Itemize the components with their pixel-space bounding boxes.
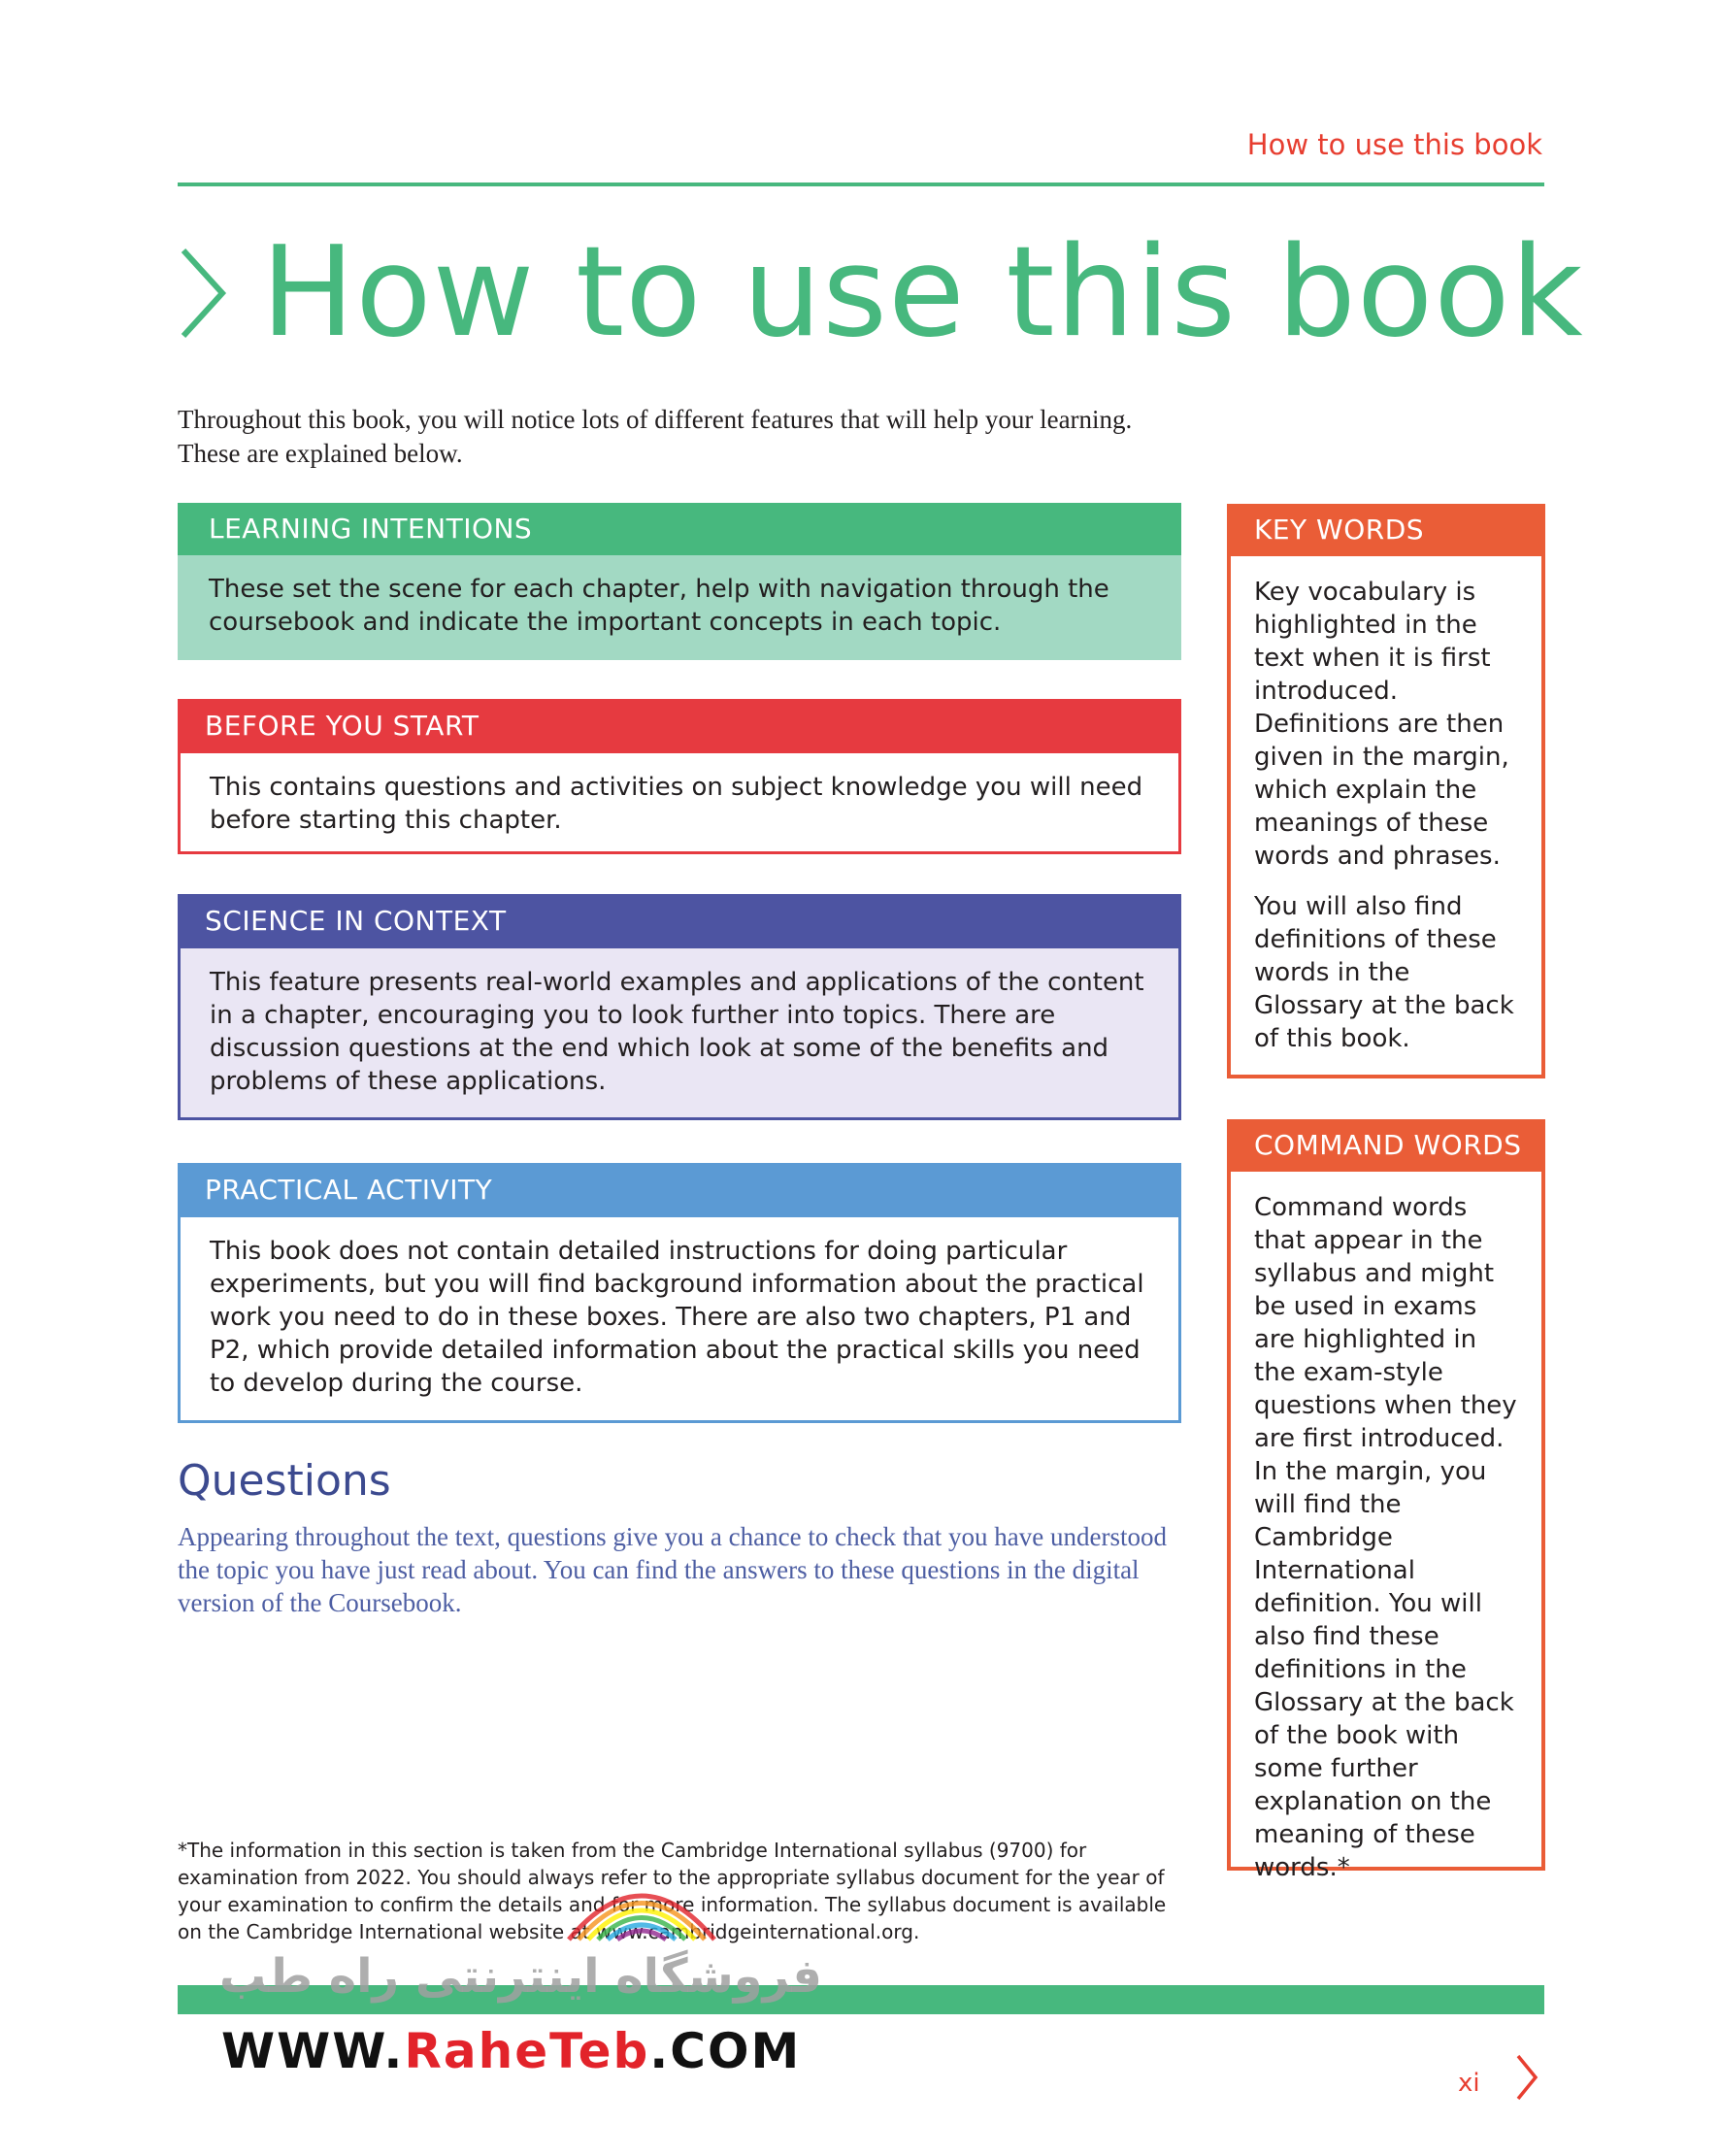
command-words-heading: COMMAND WORDS	[1227, 1119, 1545, 1172]
questions-body: Appearing throughout the text, questions give you a chance to check that you have understood the topic you have just read about. You can find the answers to these questions in the digital version of the Coursebook.	[178, 1522, 1167, 1617]
title-chevron-icon	[178, 245, 228, 342]
title-block	[178, 220, 1584, 365]
running-head: How to use this book	[1246, 128, 1542, 161]
watermark-url	[221, 2023, 801, 2079]
key-words-heading: KEY WORDS	[1227, 504, 1545, 556]
watermark-url-prefix: WWW.	[221, 2023, 405, 2079]
key-words-paragraph-1: Key vocabulary is highlighted in the text when it is first introduced. Definitions are then given in the margin, which explain the meanings of these words and phrases.	[1254, 578, 1509, 871]
watermark-url-suffix: .COM	[649, 2023, 802, 2079]
watermark-url-brand: RaheTeb	[404, 2023, 650, 2079]
rainbow-book-logo-icon	[559, 1862, 724, 1949]
key-words-paragraph-2: You will also find definitions of these words in the Glossary at the back of this book.	[1254, 892, 1514, 1053]
before-you-start-body: This contains questions and activities on subject knowledge you will need before starting this chapter.	[210, 773, 1143, 835]
key-words-body	[1231, 556, 1541, 1055]
before-you-start-box	[178, 699, 1181, 854]
command-words-body: Command words that appear in the syllabus and might be used in exams are highlighted in the exam-style questions when they are first introduced. In the margin, you will find the Cambridge International definition. You will also find these definitions in the Glossary at the back of the book with some further explanation on the meaning of these words.*	[1254, 1193, 1517, 1882]
learning-intentions-box	[178, 503, 1181, 660]
science-in-context-heading: SCIENCE IN CONTEXT	[178, 894, 1181, 948]
page-title: How to use this book	[261, 220, 1584, 365]
science-in-context-body: This feature presents real-world examples and applications of the content in a chapter, encouraging you to look further into topics. There are discussion questions at the end which look at some of the benefits and problems of these applications.	[210, 968, 1144, 1096]
practical-activity-body: This book does not contain detailed instructions for doing particular experiments, but you will find background information about the practical work you need to do in these boxes. There are also two chapters, P1 and P2, which provide detailed information about the practical skills you need to develop during the course.	[210, 1237, 1144, 1398]
questions-heading: Questions	[178, 1456, 391, 1506]
practical-activity-heading: PRACTICAL ACTIVITY	[178, 1163, 1181, 1217]
intro-text: Throughout this book, you will notice lots of different features that will help your learning. These are explained below.	[178, 405, 1133, 468]
watermark-persian-text: فروشگاه اینترنتی راه طب	[219, 1949, 822, 2004]
next-page-chevron-icon[interactable]	[1514, 2052, 1539, 2103]
key-words-box	[1227, 504, 1545, 1078]
footnote: *The information in this section is taken from the Cambridge International syllabus (9700) for examination from 2022. You should always refer to the appropriate syllabus document for the year of your examination to confirm the details and for more information. The syllabus document is available on the Cambridge International website at www.cambridgeinternational.org.	[178, 1839, 1167, 1943]
practical-activity-box	[178, 1163, 1181, 1423]
science-in-context-box	[178, 894, 1181, 1120]
before-you-start-heading: BEFORE YOU START	[178, 699, 1181, 753]
command-words-box	[1227, 1119, 1545, 1882]
top-rule	[178, 182, 1544, 186]
learning-intentions-body: These set the scene for each chapter, help with navigation through the coursebook and indicate the important concepts in each topic.	[209, 575, 1109, 637]
learning-intentions-heading: LEARNING INTENTIONS	[178, 503, 1181, 555]
page-number: xi	[1458, 2069, 1480, 2098]
